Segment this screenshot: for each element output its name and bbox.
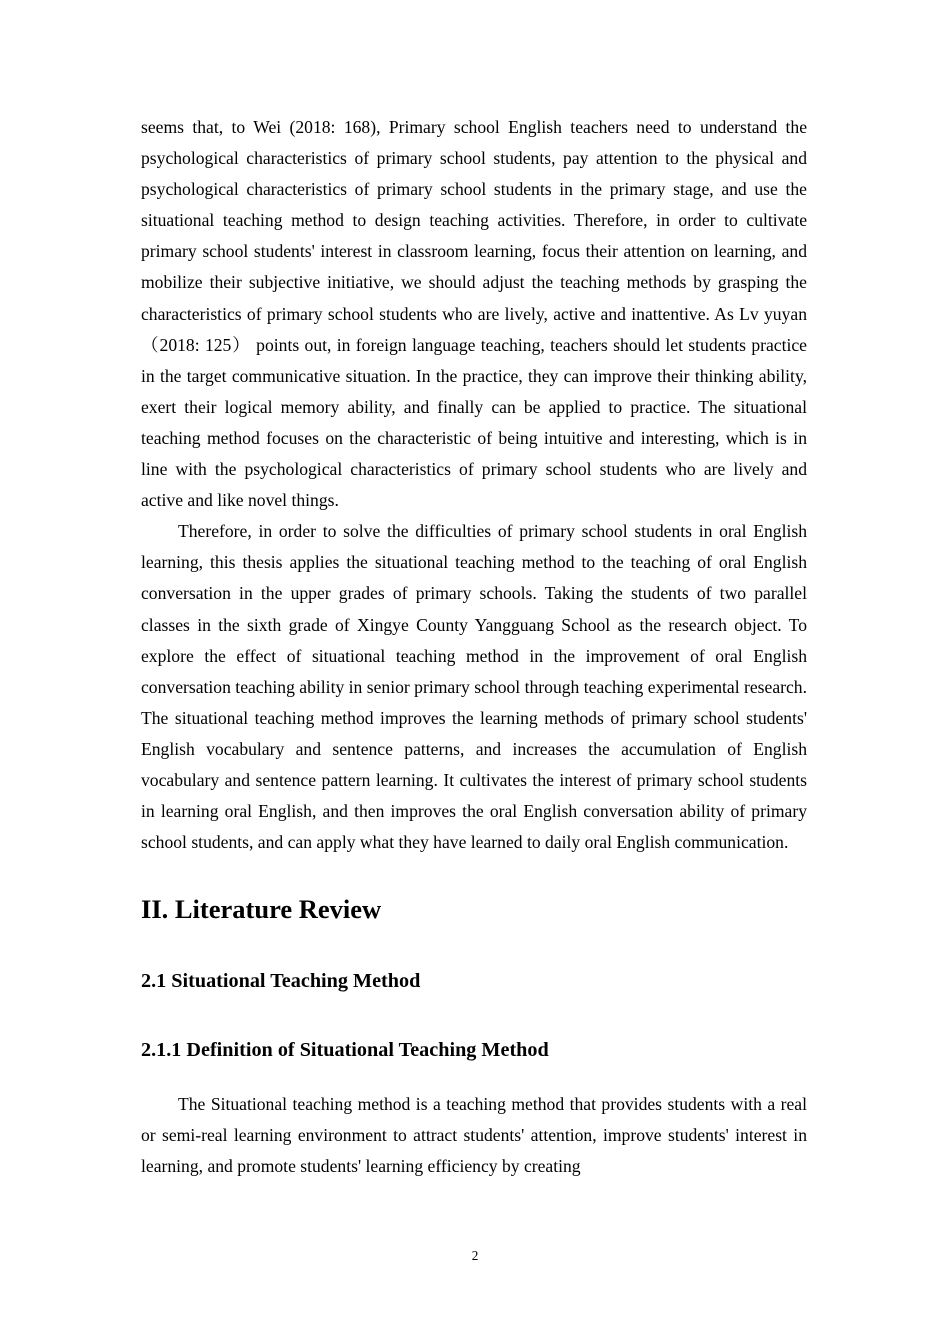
body-paragraph-continued: seems that, to Wei (2018: 168), Primary school English teachers need to understand the psychological characteristics of primary school students, pay attention to the physical and psychological characteristics of primary school students in the primary stage, and use the situational teaching method to design teaching activities. Therefore, in order to cultivate primary school students' interest in classroom learning, focus their attention on learning, and mobilize their subjective initiative, we should adjust the teaching methods by grasping the characteristics of primary school students who are lively, active and inattentive. As Lv yuyan （2018: 125） points out, in foreign language teaching, teachers should let students practice in the target communicative situation. In the practice, they can improve their thinking ability, exert their logical memory ability, and finally can be applied to practice. The situational teaching method focuses on the characteristic of being intuitive and interesting, which is in line with the psychological characteristics of primary school students who are lively and active and like novel things. [141,117,807,511]
spacer-after-chapter-heading [141,926,807,968]
spacer-after-section-heading [141,995,807,1037]
subsection-heading-2-1-1: 2.1.1 Definition of Situational Teaching Method [141,1039,549,1062]
page-content-column [141,112,807,1183]
body-paragraph-research-overview: Therefore, in order to solve the difficulties of primary school students in oral English learning, this thesis applies the situational teaching method to the teaching of oral English conversation in the upper grades of primary schools. Taking the students of two parallel classes in the sixth grade of Xingye County Yangguang School as the research object. To explore the effect of situational teaching method in the improvement of oral English conversation teaching ability in senior primary school through teaching experimental research. The situational teaching method improves the learning methods of primary school students' English vocabulary and sentence patterns, and increases the accumulation of English vocabulary and sentence pattern learning. It cultivates the interest of primary school students in learning oral English, and then improves the oral English conversation ability of primary school students, and can apply what they have learned to daily oral English communication. [141,521,807,853]
page-number-footer: 2 [471,1248,479,1263]
spacer-after-subsection-heading [141,1064,807,1089]
chapter-heading-literature-review: II. Literature Review [141,894,382,925]
section-heading-2-1: 2.1 Situational Teaching Method [141,970,421,993]
spacer-before-chapter-heading [141,858,807,892]
body-paragraph-definition: The Situational teaching method is a teaching method that provides students with a real or semi-real learning environment to attract students' attention, improve students' interest in learning, and promote students' learning efficiency by creating [141,1094,807,1177]
